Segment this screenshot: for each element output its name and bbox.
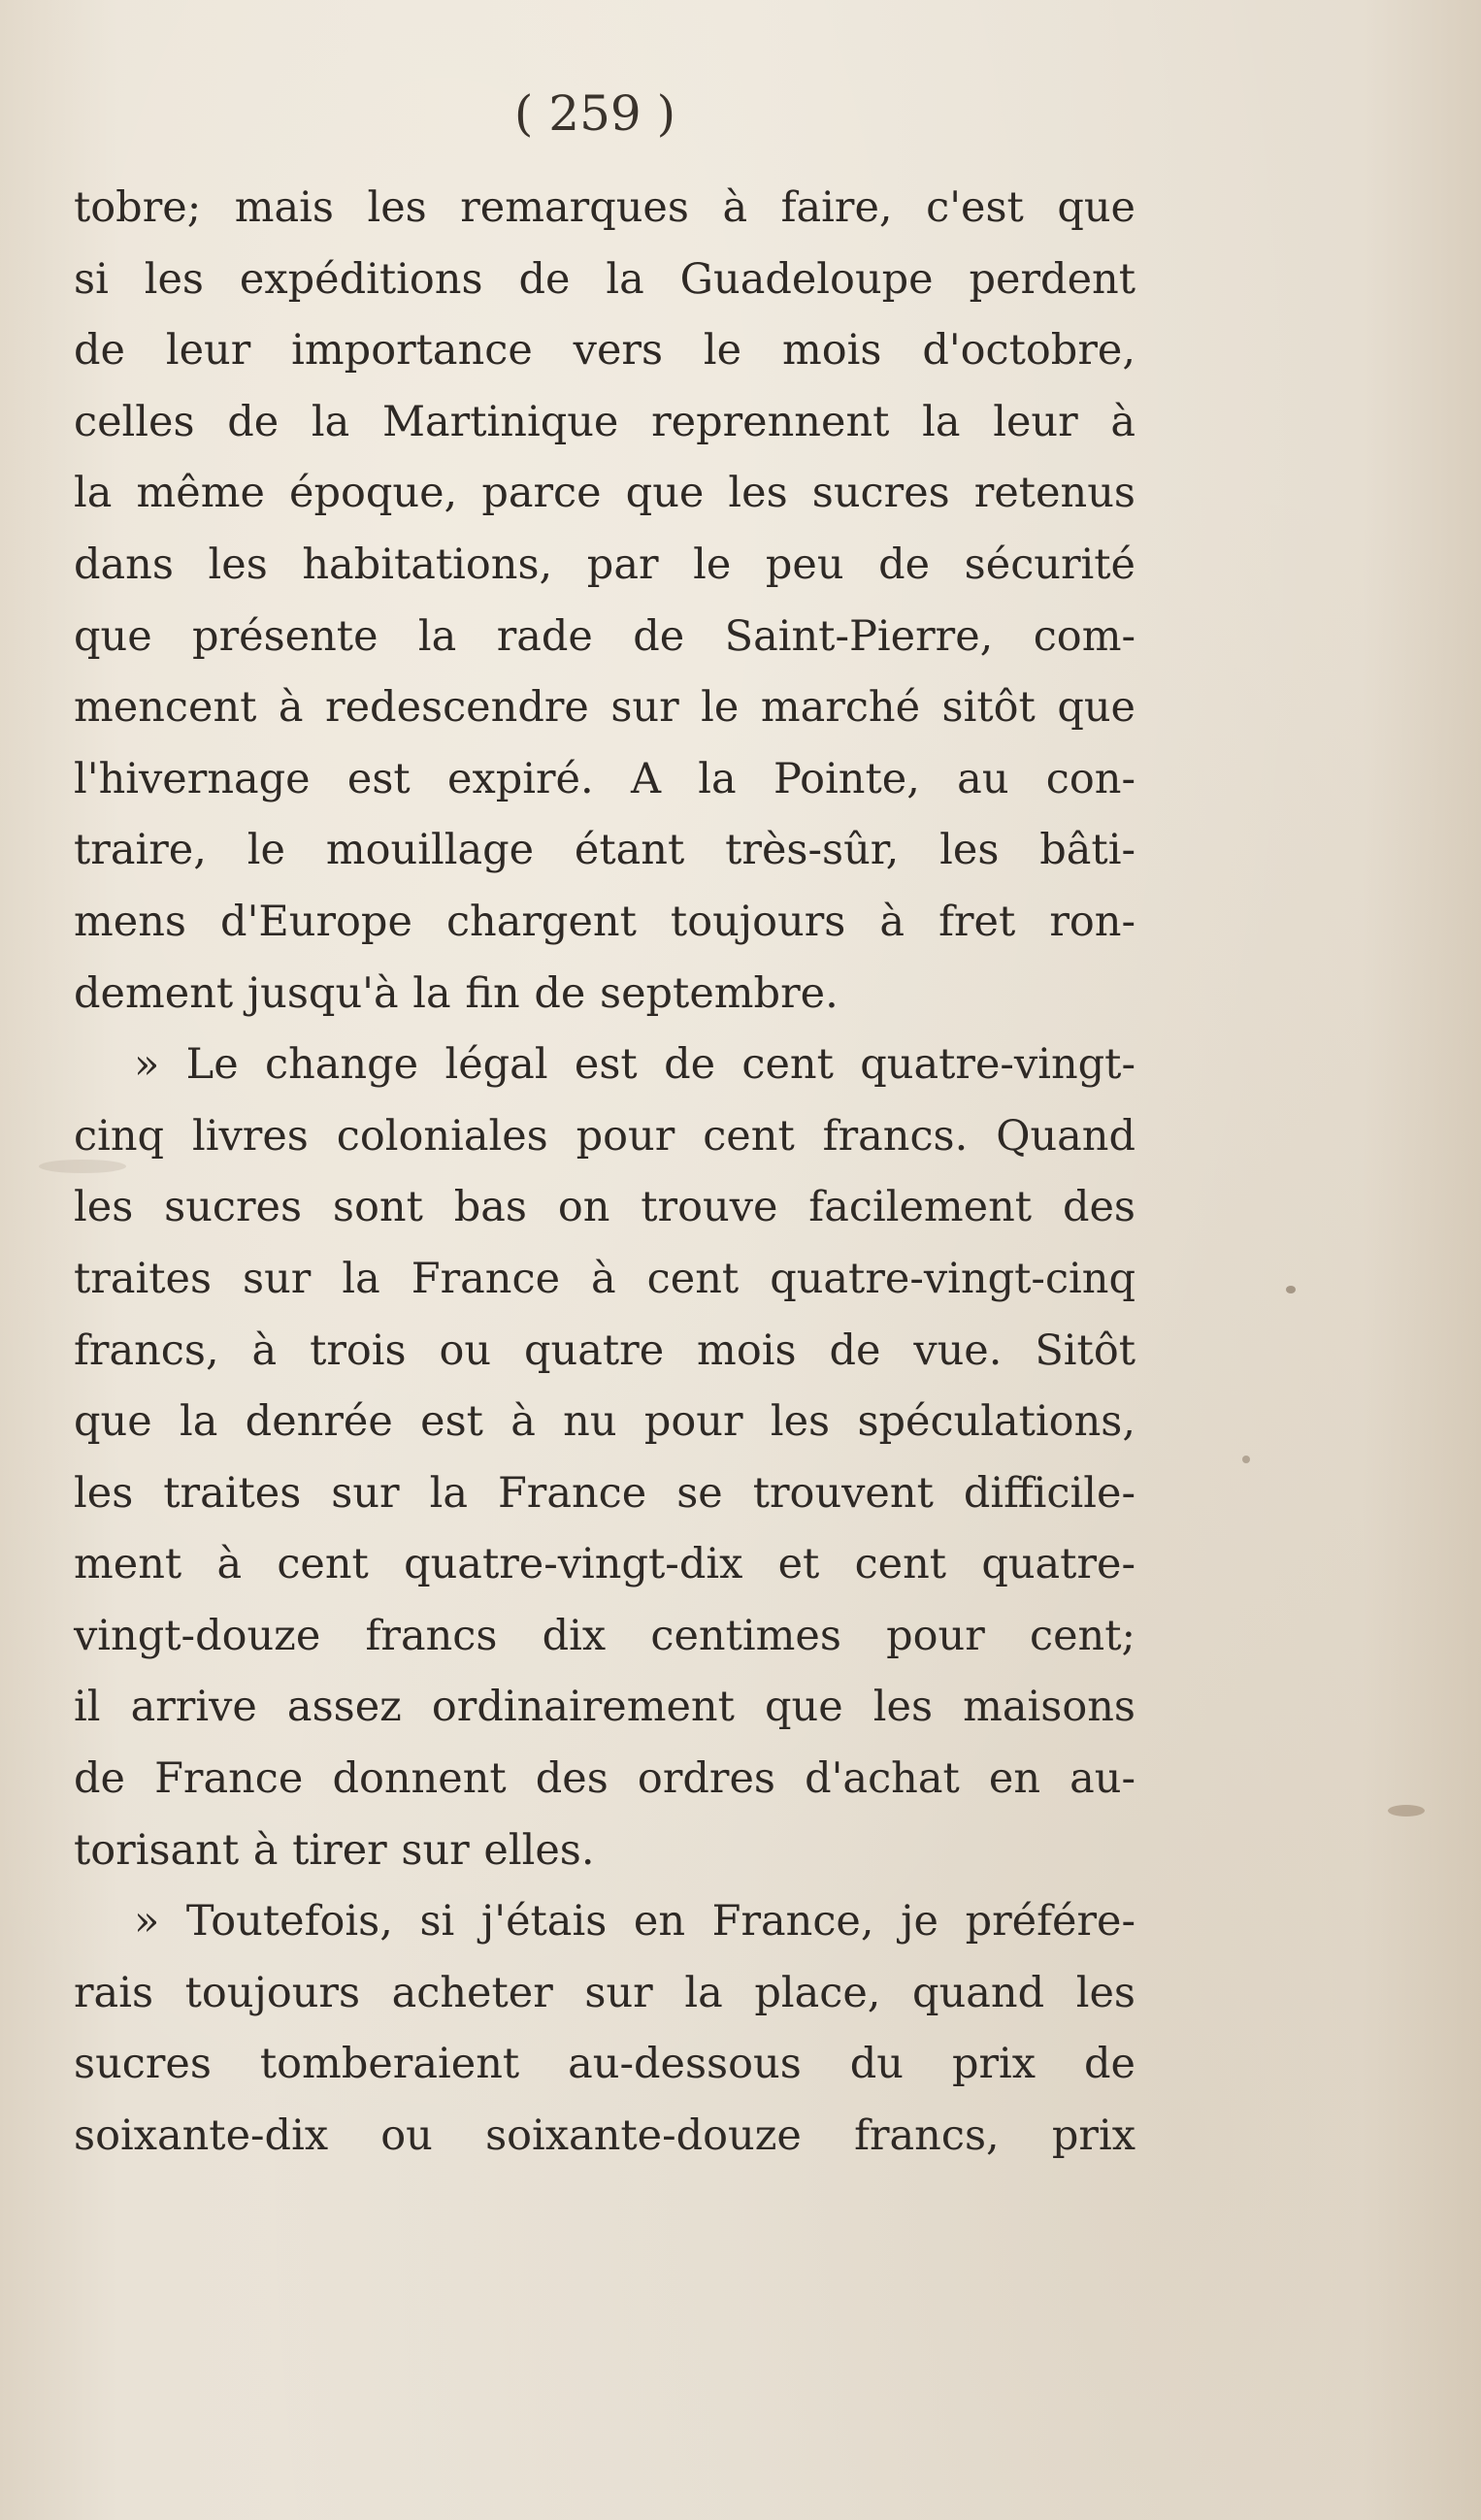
text-line: traire, le mouillage étant très-sûr, les bâti- bbox=[74, 826, 1135, 875]
text-line: de France donnent des ordres d'achat en au- bbox=[74, 1754, 1135, 1804]
text-line: de leur importance vers le mois d'octobre, bbox=[74, 326, 1135, 376]
text-line: soixante-dix ou soixante-douze francs, prix bbox=[74, 2111, 1135, 2161]
text-line: l'hivernage est expiré. A la Pointe, au con- bbox=[74, 754, 1135, 803]
paragraph-start-line: » Toutefois, si j'étais en France, je préfére- bbox=[134, 1897, 1135, 1947]
text-line: rais toujours acheter sur la place, quand les bbox=[74, 1968, 1135, 2017]
text-line: dans les habitations, par le peu de sécurité bbox=[74, 540, 1135, 589]
text-line: les sucres sont bas on trouve facilement des bbox=[74, 1183, 1135, 1232]
text-line: ment à cent quatre-vingt-dix et cent quatre- bbox=[74, 1540, 1135, 1589]
text-line: la même époque, parce que les sucres retenus bbox=[74, 469, 1135, 518]
body-text bbox=[74, 173, 1135, 2173]
text-line: francs, à trois ou quatre mois de vue. Sitôt bbox=[74, 1325, 1135, 1375]
text-line: sucres tomberaient au-dessous du prix de bbox=[74, 2040, 1135, 2089]
text-line: mencent à redescendre sur le marché sitôt que bbox=[74, 683, 1135, 733]
paragraph-start-line: » Le change légal est de cent quatre-vingt- bbox=[134, 1040, 1135, 1090]
text-line: traites sur la France à cent quatre-vingt-cinq bbox=[74, 1254, 1135, 1303]
text-line: que la denrée est à nu pour les spéculations, bbox=[74, 1397, 1135, 1447]
text-line: cinq livres coloniales pour cent francs. Quand bbox=[74, 1111, 1135, 1161]
text-line: mens d'Europe chargent toujours à fret ron- bbox=[74, 897, 1135, 946]
text-line: dement jusqu'à la fin de septembre. bbox=[74, 968, 839, 1018]
text-line: il arrive assez ordinairement que les maisons bbox=[74, 1683, 1135, 1732]
page-number: ( 259 ) bbox=[513, 85, 676, 142]
text-line: torisant à tirer sur elles. bbox=[74, 1825, 595, 1875]
text-line: si les expéditions de la Guadeloupe perdent bbox=[74, 254, 1135, 304]
text-line: vingt-douze francs dix centimes pour cent; bbox=[74, 1611, 1135, 1660]
paper-stain bbox=[1286, 1286, 1296, 1293]
paper-stain bbox=[1388, 1805, 1425, 1816]
text-line: celles de la Martinique reprennent la leur à bbox=[74, 397, 1135, 446]
text-line: tobre; mais les remarques à faire, c'est que bbox=[74, 183, 1135, 232]
text-line: que présente la rade de Saint-Pierre, com- bbox=[74, 611, 1135, 661]
text-line: les traites sur la France se trouvent difficile- bbox=[74, 1468, 1135, 1518]
paper-stain bbox=[1242, 1456, 1250, 1463]
